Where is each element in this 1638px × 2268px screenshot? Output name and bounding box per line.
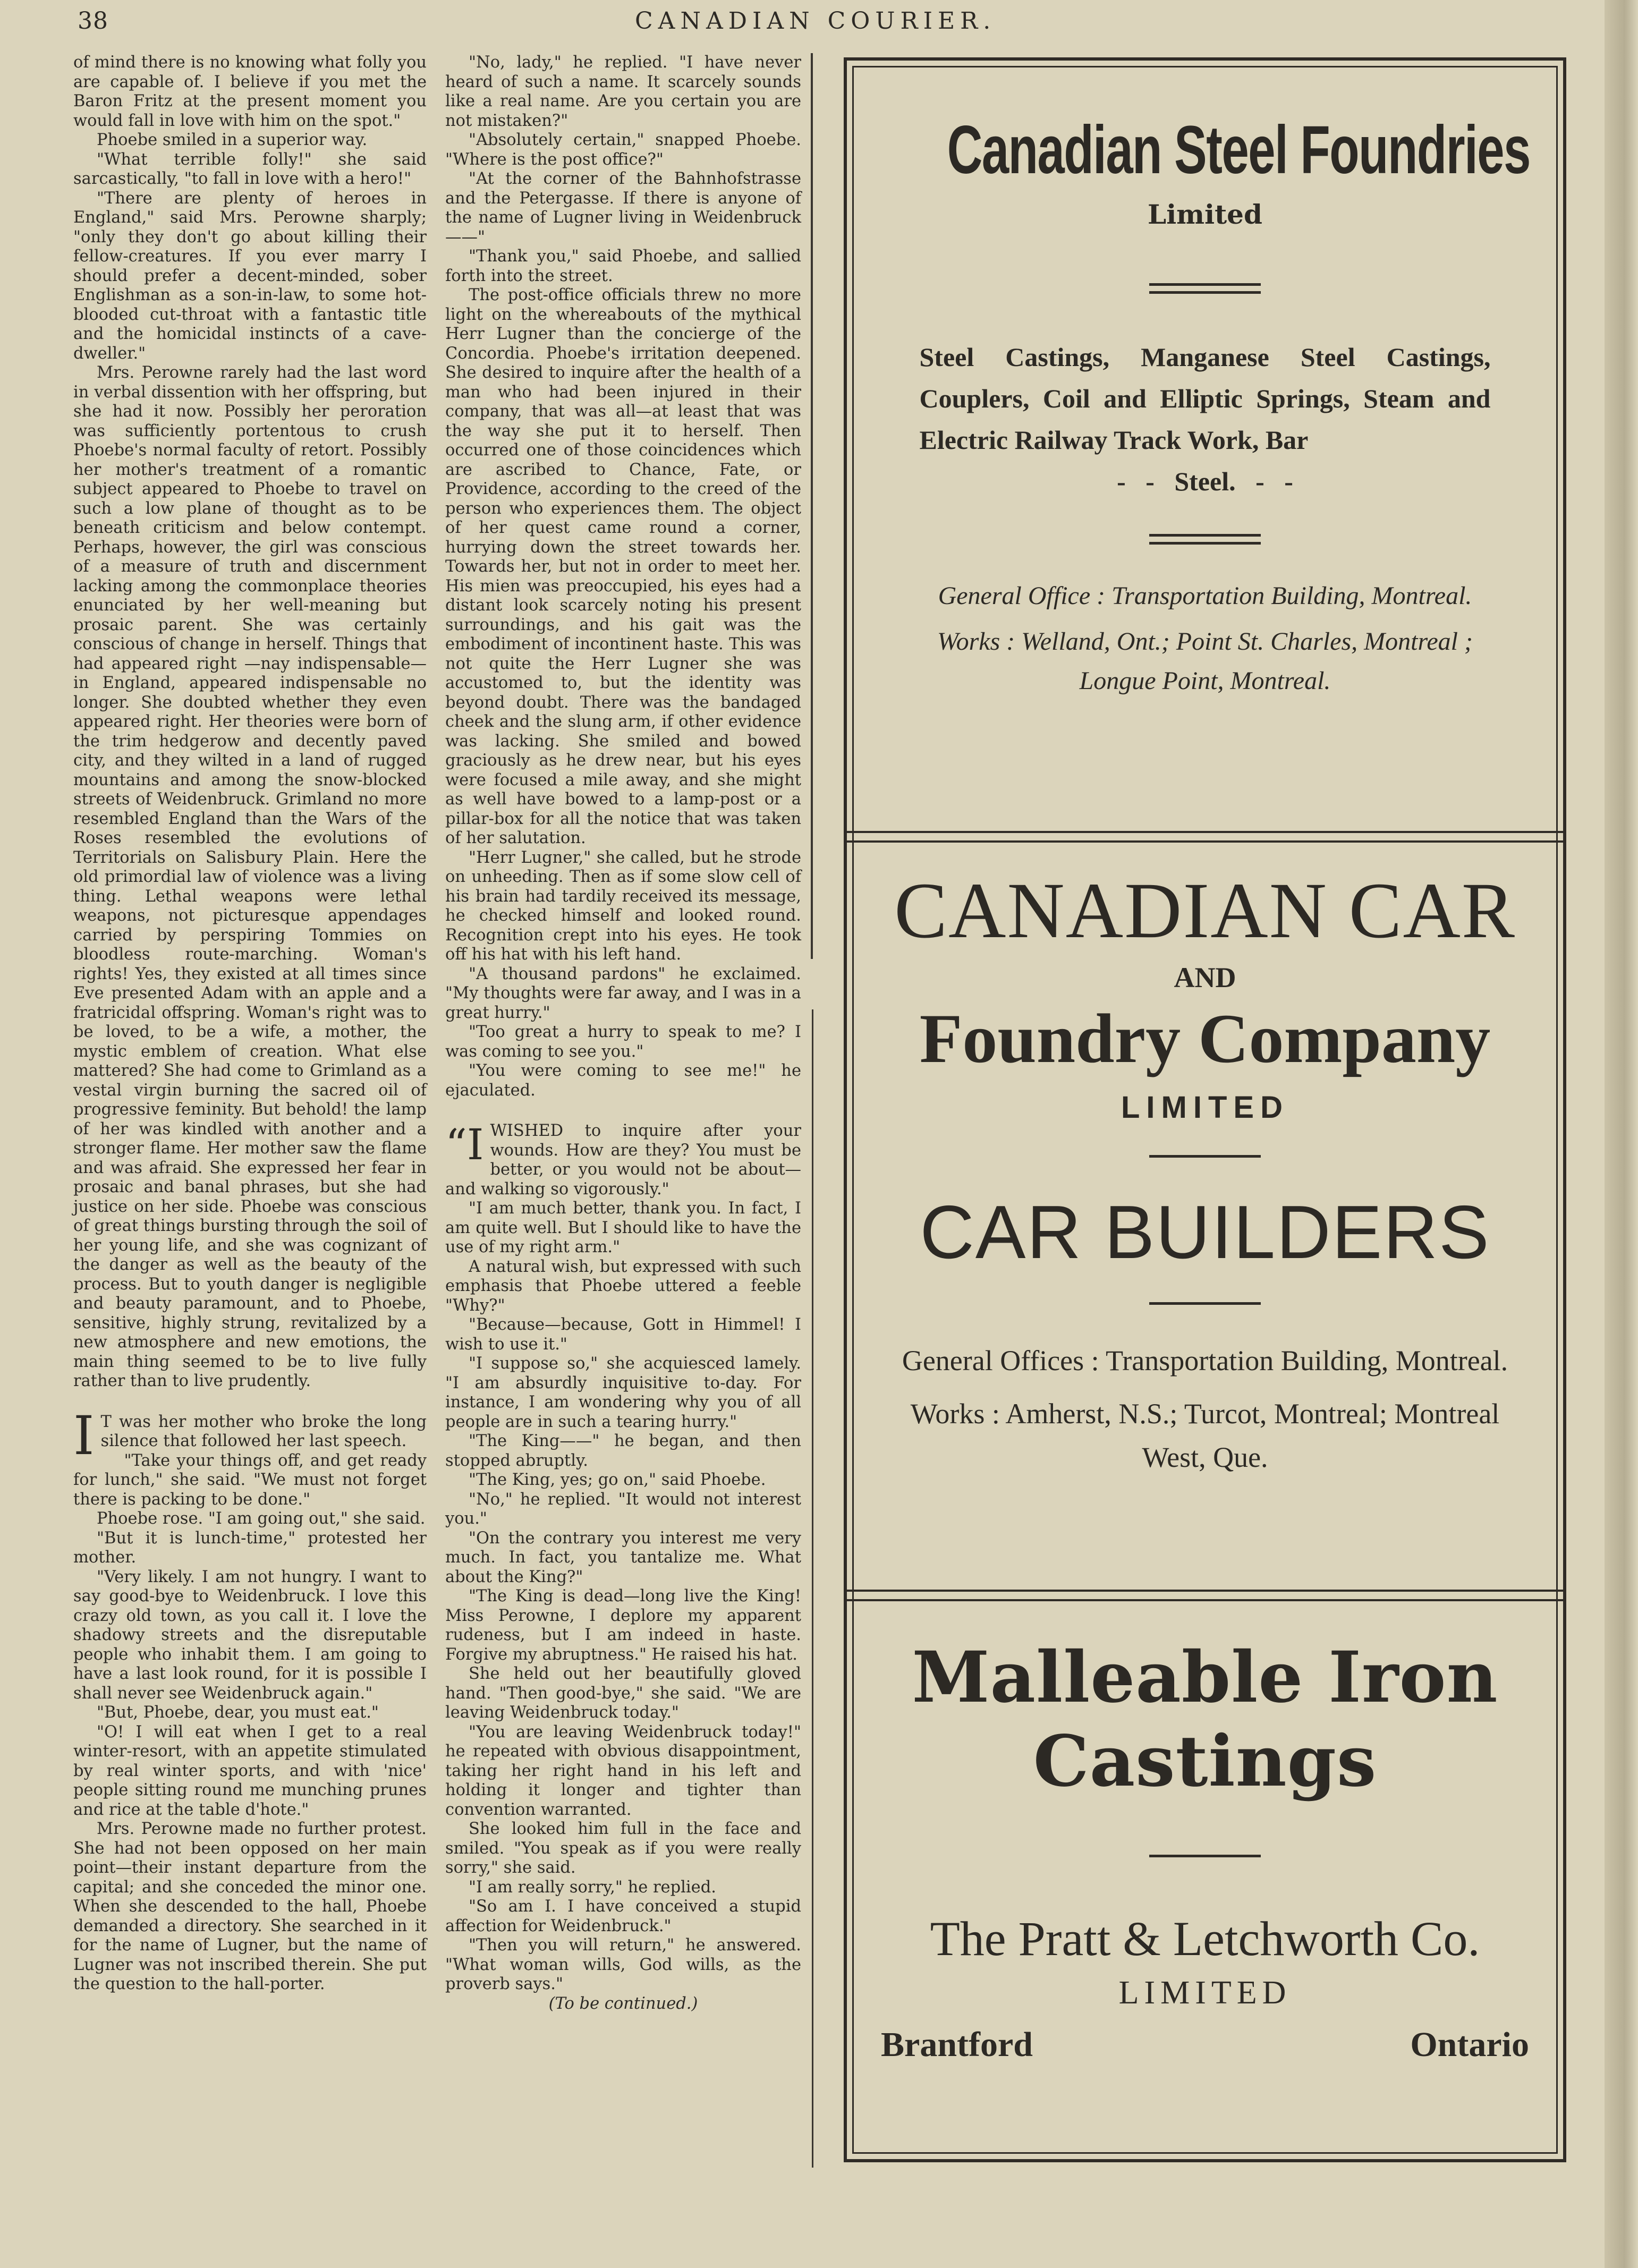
paragraph: "I am much better, thank you. In fact, I am quite well. But I should like to have the use of my right arm.": [445, 1199, 801, 1256]
paragraph: "There are plenty of heroes in England," said Mrs. Perowne sharply; "only they don't go about killing their fellow-creatures. If you ever marry I should prefer a decent-minded, sober Englishman as a son-in-law, to some hot-blooded cut-throat with a fantastic title and the homicidal instincts of a cave-dweller.": [73, 189, 427, 363]
ornament-rule: [1149, 1302, 1261, 1305]
ad-car-builders: CAR BUILDERS: [920, 1190, 1490, 1275]
ad-works: Works : Amherst, N.S.; Turcot, Montreal; Montreal West, Que.: [910, 1398, 1500, 1473]
paragraph: "You are leaving Weidenbruck today!" he repeated with obvious disappointment, taking her right hand in his left and holding it longer and tighter than convention warranted.: [445, 1722, 801, 1819]
paragraph: "Absolutely certain," snapped Phoebe. "Where is the post office?": [445, 131, 801, 169]
dropcap-text: WISHED to inquire after your wounds. How are they? You must be better, or you would not be about—and walking so vigorously.": [445, 1122, 801, 1199]
paragraph: "Take your things off, and get ready for lunch," she said. "We must not forget there is packing to be done.": [73, 1451, 427, 1509]
paragraph: "No, lady," he replied. "I have never heard of such a name. It scarcely sounds like a real name. Are you certain you are not mistaken?": [445, 53, 801, 130]
paragraph: "What terrible folly!" she said sarcastically, "to fall in love with a hero!": [73, 150, 427, 188]
paragraph: Phoebe rose. "I am going out," she said.: [97, 1509, 426, 1528]
dropcap: “I: [445, 1120, 484, 1169]
paragraph: "Very likely. I am not hungry. I want to say good-bye to Weidenbruck. I love this crazy old town, as you call it. I love the shadowy streets and the disreputable people who inhabit them. I am going to have a last look round, for it is possible I shall never see Weidenbruck again.": [73, 1567, 427, 1703]
publication-title: CANADIAN COURIER.: [635, 7, 996, 35]
paragraph: "Thank you," said Phoebe, and sallied forth into the street.: [445, 247, 801, 285]
ad-offices: General Offices : Transportation Building, Montreal.: [902, 1345, 1508, 1377]
ornament-rule: [1149, 534, 1261, 545]
story-column-1: [73, 53, 427, 1994]
section-break: [73, 1391, 427, 1413]
paragraph: of mind there is no knowing what folly you are capable of. I believe if you met the Baron Fritz at the present moment you would fall in love with him on the spot.": [73, 53, 427, 130]
ad-office: General Office : Transportation Building, Montreal.: [938, 582, 1472, 610]
paragraph: "But it is lunch-time," protested her mother.: [73, 1528, 427, 1567]
ad-title-2: Foundry Company: [919, 999, 1491, 1077]
ad-limited: LIMITED: [1118, 1975, 1292, 2011]
paragraph: "At the corner of the Bahnhofstrasse and the Petergasse. If there is anyone of the name of Lugner living in Weidenbruck——": [445, 169, 801, 247]
ad-title: Malleable Iron: [912, 1636, 1498, 1719]
ad-body: Steel Castings, Manganese Steel Castings, Couplers, Coil and Elliptic Springs, Steam and Electric Railway Track Work, Bar: [919, 342, 1491, 455]
paragraph: "On the contrary you interest me very much. In fact, you tantalize me. What about the King?": [445, 1528, 801, 1586]
ad-province: Ontario: [1410, 2025, 1529, 2064]
paragraph: Phoebe smiled in a superior way.: [97, 131, 368, 149]
ad-limited: LIMITED: [1121, 1090, 1289, 1125]
ad-pratt-letchworth: [847, 1636, 1563, 2065]
ad-company: The Pratt & Letchworth Co.: [930, 1912, 1480, 1966]
ad-works: Works : Welland, Ont.; Point St. Charles, Montreal ; Longue Point, Montreal.: [937, 627, 1473, 695]
page-edge: [1605, 0, 1638, 2268]
ad-title-2: Castings: [1033, 1720, 1377, 1803]
continued-note: (To be continued.): [548, 1994, 698, 2013]
paragraph: "But, Phoebe, dear, you must eat.": [97, 1703, 379, 1722]
ad-subtitle: Limited: [1148, 199, 1262, 230]
dropcap-paragraph: [445, 1122, 801, 1199]
paragraph: She held out her beautifully gloved hand. "Then good-bye," she said. "We are leaving Weidenbruck today.": [445, 1664, 801, 1722]
ad-title: Canadian Steel Foundries: [947, 112, 1530, 188]
dropcap-paragraph: [73, 1404, 427, 1467]
story-column-2: [445, 53, 801, 2014]
ornament-rule: [1149, 283, 1261, 294]
page-number: 38: [78, 7, 108, 35]
paragraph: "No," he replied. "It would not interest you.": [445, 1490, 801, 1528]
paragraph: Mrs. Perowne made no further protest. She had not been opposed on her main point—their instant departure from the capital; and she conceded the minor one. When she descended to the hall, Phoebe demanded a directory. She searched in it for the name of Lugner, but the name of Lugner was not inscribed therein. She put the question to the hall-porter.: [73, 1820, 427, 1993]
ad-separator: [847, 1590, 1563, 1601]
ad-title: CANADIAN CAR: [894, 867, 1516, 955]
paragraph: "O! I will eat when I get to a real winter-resort, with an appetite stimulated by real winter sports, and with 'nice' people sitting round me munching prunes and rice at the table d'hote.": [73, 1722, 427, 1819]
ad-body-end: - - Steel. - -: [1117, 466, 1293, 496]
ad-city: Brantford: [881, 2025, 1033, 2064]
dropcap-text: T was her mother who broke the long silence that followed her last speech.: [100, 1412, 427, 1450]
paragraph: "The King is dead—long live the King! Miss Perowne, I deplore my apparent rudeness, but I am indeed in haste. Forgive my abruptness." He raised his hat.: [445, 1587, 801, 1664]
paragraph: She looked him full in the face and smiled. "You speak as if you were really sorry," she said.: [445, 1820, 801, 1877]
ad-and: AND: [1174, 962, 1236, 993]
column-rule: [812, 1009, 813, 2168]
ornament-rule: [1149, 1855, 1261, 1857]
section-break: [445, 1100, 801, 1122]
paragraph: "Because—because, Gott in Himmel! I wish to use it.": [445, 1315, 801, 1354]
paragraph: "The King——" he began, and then stopped abruptly.: [445, 1432, 801, 1470]
ad-separator: [847, 831, 1563, 843]
ornament-rule: [1149, 1155, 1261, 1158]
paragraph: "You were coming to see me!" he ejaculated.: [445, 1061, 801, 1100]
paragraph: "I suppose so," she acquiesced lamely. "I am absurdly inquisitive to-day. For instance, I am wondering why you of all people are in such a tearing hurry.": [445, 1354, 801, 1431]
paragraph: Mrs. Perowne rarely had the last word in verbal dissention with her offspring, but she had it now. Possibly her peroration was sufficiently portentous to crush Phoebe's normal faculty of retort. Possibly her mother's treatment of a romantic subject appeared to Phoebe to travel on such a low plane of thought as to be beneath criticism and below contempt. Perhaps, however, the girl was conscious of a measure of truth and discernment lacking among the commonplace theories enunciated by her well-meaning but prosaic parent. She was certainly conscious of change in herself. Things that had appeared right —nay indispensable—in England, appeared indispensable no longer. She doubted whether they even appeared right. Her theories were born of the trim hedgerow and decently paved city, and they wilted in a land of rugged mountains and among the snow-blocked streets of Weidenbruck. Grimland no more resembled England than the Wars of the Roses resembled the evolutions of Territorials on Salisbury Plain. Here the old primordial law of violence was a living thing. Lethal weapons were lethal weapons, not picturesque appendages carried by perspiring Tommies on bloodless route-marching. Woman's rights! Yes, they existed at all times since Eve presented Adam with an apple and a fratricidal offspring. Woman's right was to be loved, to be a wife, a mother, the mystic emblem of creation. What else mattered? She had come to Grimland as a vestal virgin burning the sacred oil of progressive feminity. But behold! the lamp of her was kindled with another and a stronger flame. Her mother saw the flame and was afraid. She expressed her fear in prosaic and banal phrases, but she had justice on her side. Phoebe was conscious of great things bursting through the soil of her young life, and she was cognizant of the danger as well as the beauty of the process. But to youth danger is negligible and beauty paramount, and to Phoebe, sensitive, highly strung, revitalized by a new atmosphere and new emotions, the main thing seemed to be to live fully rather than to live prudently.: [73, 363, 427, 1390]
paragraph: "Herr Lugner," she called, but he strode on unheeding. Then as if some slow cell of his brain had tardily received its message, he checked himself and looked round. Recognition crept into his eyes. He took off his hat with his left hand.: [445, 848, 801, 964]
paragraph: "The King, yes; go on," said Phoebe.: [469, 1471, 766, 1489]
dropcap: I: [73, 1404, 95, 1467]
paragraph: The post-office officials threw no more light on the whereabouts of the mythical Herr Lugner than the concierge of the Concordia. Phoebe's irritation deepened. She desired to inquire after the health of a man who had been injured in their company, that was all—at least that was the way she put it to herself. Then occurred one of those coincidences which are ascribed to Chance, Fate, or Providence, according to the creed of the person who experiences them. The object of her quest came round a corner, hurrying down the street towards her. Towards her, but not in order to meet her. His mien was preoccupied, his eyes had a distant look scarcely noting his present surroundings, and his gait was the embodiment of incontinent haste. This was not quite the Herr Lugner she was accustomed to, but the identity was beyond doubt. There was the bandaged cheek and the slung arm, if other evidence was lacking. She smiled and bowed graciously as he drew near, but his eyes were focused a mile away, and she might as well have bowed to a lamp-post or a pillar-box for all the notice that was taken of her salutation.: [445, 286, 801, 847]
ad-location: [881, 2025, 1529, 2065]
paragraph: "A thousand pardons" he exclaimed. "My thoughts were far away, and I was in a great hurry.": [445, 964, 801, 1022]
paragraph: "Then you will return," he answered. "What woman wills, God wills, as the proverb says.": [445, 1936, 801, 1993]
paragraph: "So am I. I have conceived a stupid affection for Weidenbruck.": [445, 1897, 801, 1935]
ad-canadian-steel-foundries: [847, 111, 1563, 701]
paragraph: "Too great a hurry to speak to me? I was coming to see you.": [445, 1023, 801, 1061]
paragraph: A natural wish, but expressed with such emphasis that Phoebe uttered a feeble "Why?": [445, 1257, 801, 1315]
ad-canadian-car-foundry: [847, 867, 1563, 1479]
column-rule: [811, 53, 813, 959]
paragraph: "I am really sorry," he replied.: [469, 1878, 716, 1897]
advertisement-panel: [844, 57, 1566, 2162]
